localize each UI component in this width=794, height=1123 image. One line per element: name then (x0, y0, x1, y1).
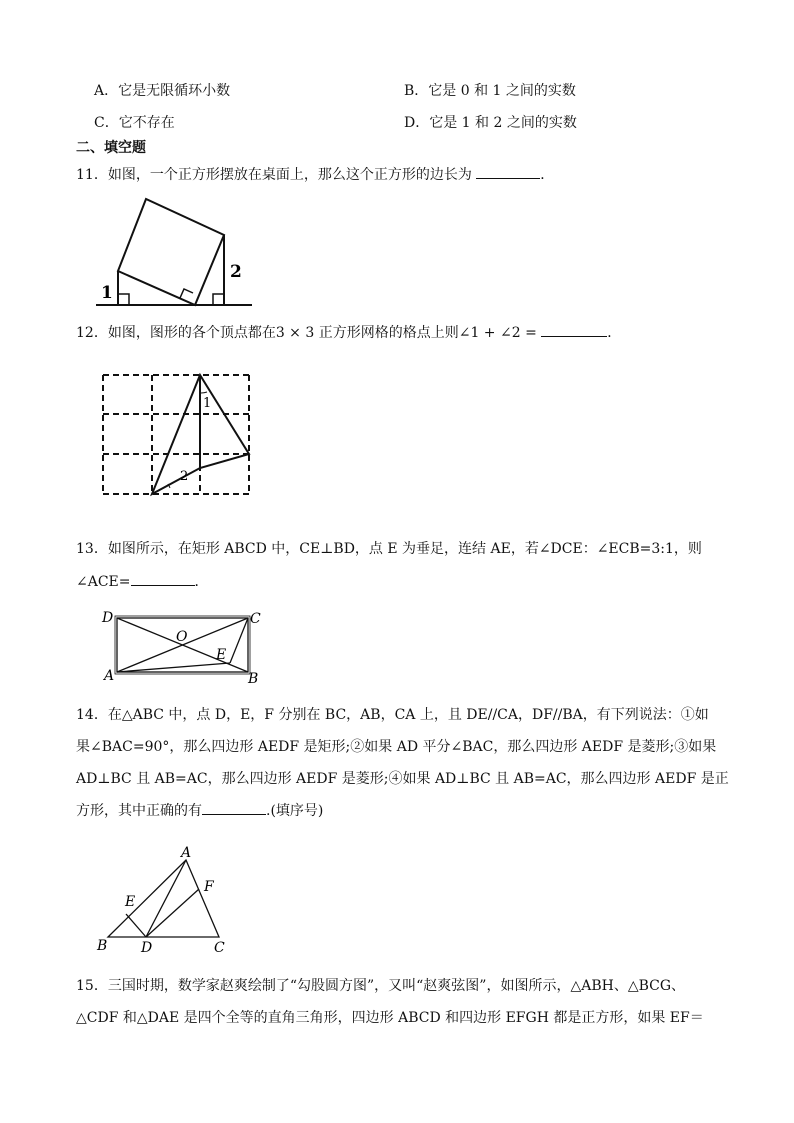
fig11-label-2: 2 (230, 262, 242, 282)
fig14-label-b: B (97, 938, 108, 954)
section-title: 二、填空题 (76, 140, 146, 156)
question-15-line1: 15．三国时期，数学家赵爽绘制了“勾股圆方图”，又叫“赵爽弦图”，如图所示，△ABH、△BCG、 (76, 978, 686, 994)
question-12-end: ． (607, 325, 622, 341)
fig12-label-1: 1 (203, 396, 212, 411)
fig11-label-1: 1 (101, 283, 113, 303)
fig14-label-a: A (181, 845, 192, 861)
question-14-prefix: 方形，其中正确的有 (76, 803, 202, 819)
fig13-label-d: D (102, 610, 114, 626)
fig14-label-d: D (141, 940, 153, 956)
fig13-label-c: C (250, 611, 261, 627)
option-a: A．它是无限循环小数 (94, 83, 231, 99)
question-11-text: 11．如图，一个正方形摆放在桌面上，那么这个正方形的边长为 (76, 167, 472, 183)
option-b: B．它是 0 和 1 之间的实数 (404, 83, 576, 99)
fig14-label-e: E (125, 894, 136, 910)
question-13-prefix: ∠ACE= (76, 574, 131, 590)
fig13-label-e: E (216, 647, 227, 663)
fig13-label-b: B (248, 671, 259, 687)
fig13-label-o: O (176, 629, 188, 645)
segment-ad (146, 860, 186, 937)
question-14-suffix: .(填序号) (266, 803, 324, 819)
question-14-line2: 果∠BAC=90°，那么四边形 AEDF 是矩形;②如果 AD 平分∠BAC，那么四边形 AEDF 是菱形;③如果 (76, 739, 717, 755)
fig12-label-2: 2 (180, 469, 189, 484)
question-12-text: 12．如图，图形的各个顶点都在3 × 3 正方形网格的格点上则∠1 + ∠2 = (76, 325, 537, 341)
question-13-line1: 13．如图所示，在矩形 ABCD 中，CE⊥BD，点 E 为垂足，连结 AE，若∠DCE：∠ECB=3:1，则 (76, 541, 702, 557)
fig14-label-f: F (204, 879, 214, 895)
question-13-end: ． (194, 574, 209, 590)
segment-de (126, 914, 146, 937)
question-15-line2: △CDF 和△DAE 是四个全等的直角三角形，四边形 ABCD 和四边形 EFGH 都是正方形，如果 EF＝ (76, 1010, 704, 1026)
option-c: C．它不存在 (94, 115, 175, 131)
fig14-label-c: C (214, 940, 225, 956)
segment-df (146, 889, 199, 937)
question-14-line3: AD⊥BC 且 AB=AC，那么四边形 AEDF 是菱形;④如果 AD⊥BC 且 AB=AC，那么四边形 AEDF 是正 (76, 771, 729, 787)
option-d: D．它是 1 和 2 之间的实数 (404, 115, 577, 131)
question-11-end: ． (540, 167, 555, 183)
question-14-line1: 14．在△ABC 中，点 D，E，F 分别在 BC，AB，CA 上，且 DE//CA，DF//BA，有下列说法：①如 (76, 707, 709, 723)
fig13-label-a: A (104, 668, 115, 684)
